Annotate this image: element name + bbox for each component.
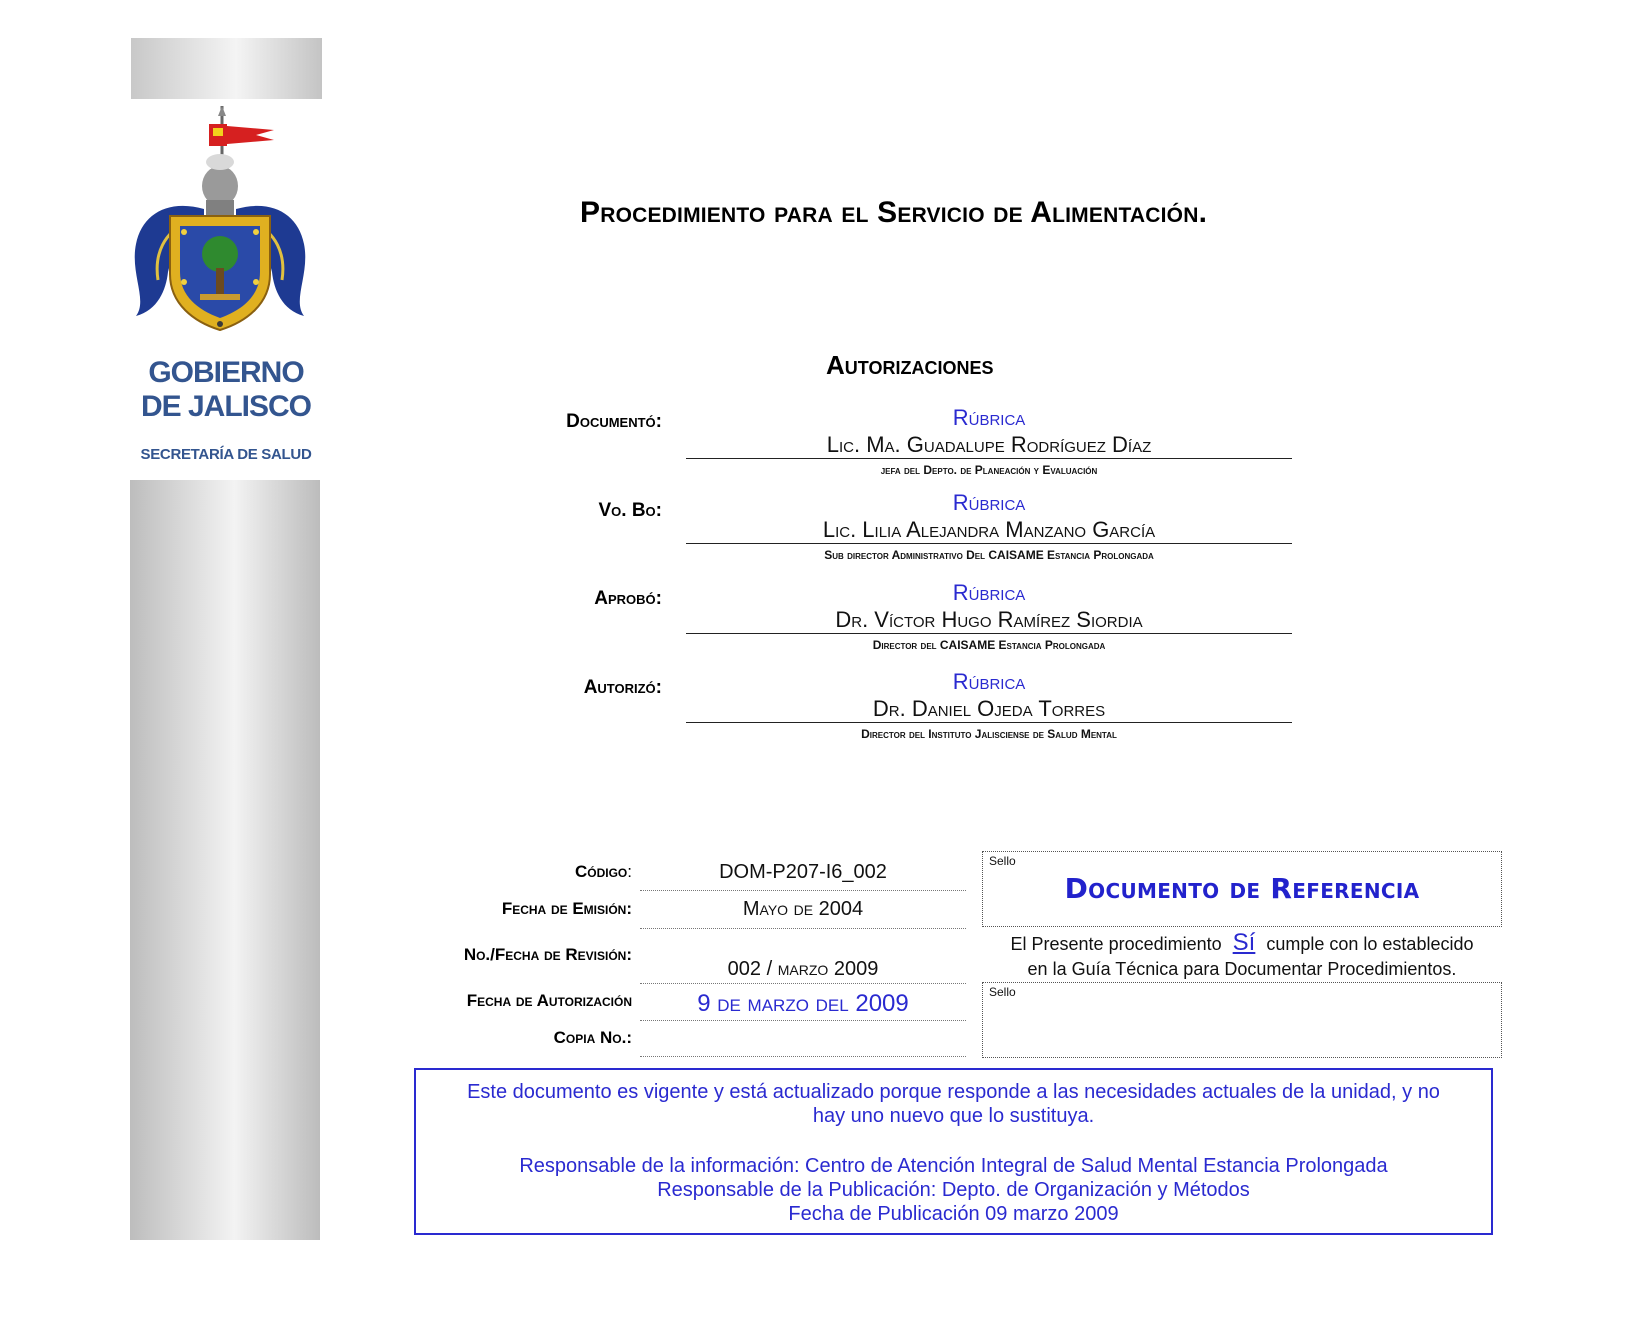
revision-label: No./Fecha de Revisión: bbox=[463, 945, 632, 964]
sello-tag: Sello bbox=[989, 854, 1016, 868]
sello-box-bottom bbox=[982, 982, 1502, 1058]
signature-line bbox=[686, 633, 1292, 634]
note-spacer bbox=[416, 1128, 1491, 1154]
note-line: Responsable de la información: Centro de Atención Integral de Salud Mental Estancia Prolongada bbox=[519, 1155, 1388, 1177]
signature-line bbox=[686, 458, 1292, 459]
emision-value: Mayo de 2004 bbox=[742, 898, 864, 920]
signature-rubrica: Rúbrica bbox=[952, 490, 1026, 515]
codigo-value: DOM-P207-I6_002 bbox=[719, 861, 887, 883]
autorizacion-label: Fecha de Autorización bbox=[466, 991, 632, 1010]
signer-name: Lic. Lilia Alejandra Manzano García bbox=[822, 517, 1156, 542]
jalisco-coat-of-arms bbox=[128, 104, 310, 344]
secretaria-label: SECRETARÍA DE SALUD bbox=[140, 446, 312, 463]
presente-text-before: El Presente procedimiento bbox=[1010, 934, 1222, 954]
signature-rubrica: Rúbrica bbox=[952, 405, 1026, 430]
signature-label-documento: Documentó: bbox=[566, 411, 662, 432]
signer-role: jefa del Depto. de Planeación y Evaluación bbox=[880, 463, 1098, 477]
note-line: Fecha de Publicación 09 marzo 2009 bbox=[788, 1203, 1119, 1225]
government-name-line1: GOBIERNO bbox=[148, 356, 304, 389]
presente-text-after: cumple con lo establecido bbox=[1266, 934, 1474, 954]
note-line: hay uno nuevo que lo sustituya. bbox=[812, 1105, 1095, 1127]
sidebar-bottom-band bbox=[130, 480, 320, 1240]
signer-name: Dr. Víctor Hugo Ramírez Siordia bbox=[835, 607, 1143, 632]
signature-line bbox=[686, 543, 1292, 544]
revision-value: 002 / marzo 2009 bbox=[727, 958, 879, 980]
codigo-line bbox=[640, 890, 966, 891]
presente-line2: en la Guía Técnica para Documentar Procedimientos. bbox=[1027, 959, 1457, 979]
copia-line bbox=[640, 1056, 966, 1057]
revision-line bbox=[640, 983, 966, 984]
document-title: Procedimiento para el Servicio de Alimentación. bbox=[580, 196, 1208, 229]
signer-name: Lic. Ma. Guadalupe Rodríguez Díaz bbox=[826, 432, 1152, 457]
vigencia-note bbox=[414, 1068, 1493, 1235]
signature-rubrica: Rúbrica bbox=[952, 669, 1026, 694]
sello-tag: Sello bbox=[989, 985, 1016, 999]
note-line: Este documento es vigente y está actualizado porque responde a las necesidades actuales de la unidad, y no bbox=[467, 1081, 1440, 1103]
presente-si: Sí bbox=[1232, 929, 1256, 956]
autorizacion-line bbox=[640, 1020, 966, 1021]
emision-line bbox=[640, 928, 966, 929]
sello-box-top bbox=[982, 851, 1502, 927]
signature-label-vobo: Vo. Bo: bbox=[598, 500, 662, 521]
authorizations-heading: Autorizaciones bbox=[826, 350, 994, 380]
codigo-label: Código: bbox=[574, 862, 632, 881]
copia-label: Copia No.: bbox=[553, 1028, 632, 1047]
note-line: Responsable de la Publicación: Depto. de Organización y Métodos bbox=[657, 1179, 1250, 1201]
emision-label: Fecha de Emisión: bbox=[501, 899, 632, 918]
signer-role: Sub director Administrativo Del CAISAME Estancia Prolongada bbox=[824, 548, 1154, 562]
signature-label-aprobo: Aprobó: bbox=[594, 588, 662, 609]
presente-statement bbox=[982, 930, 1502, 982]
signature-label-autorizo: Autorizó: bbox=[583, 677, 662, 698]
documento-referencia-stamp: Documento de Referencia bbox=[1064, 872, 1420, 905]
signer-role: Director del CAISAME Estancia Prolongada bbox=[872, 638, 1106, 652]
signature-rubrica: Rúbrica bbox=[952, 580, 1026, 605]
signer-name: Dr. Daniel Ojeda Torres bbox=[872, 696, 1106, 721]
government-name-line2: DE JALISCO bbox=[140, 390, 312, 423]
sidebar-top-band bbox=[131, 38, 322, 99]
signer-role: Director del Instituto Jalisciense de Salud Mental bbox=[861, 727, 1117, 741]
autorizacion-value: 9 de marzo del 2009 bbox=[697, 990, 909, 1017]
signature-line bbox=[686, 722, 1292, 723]
